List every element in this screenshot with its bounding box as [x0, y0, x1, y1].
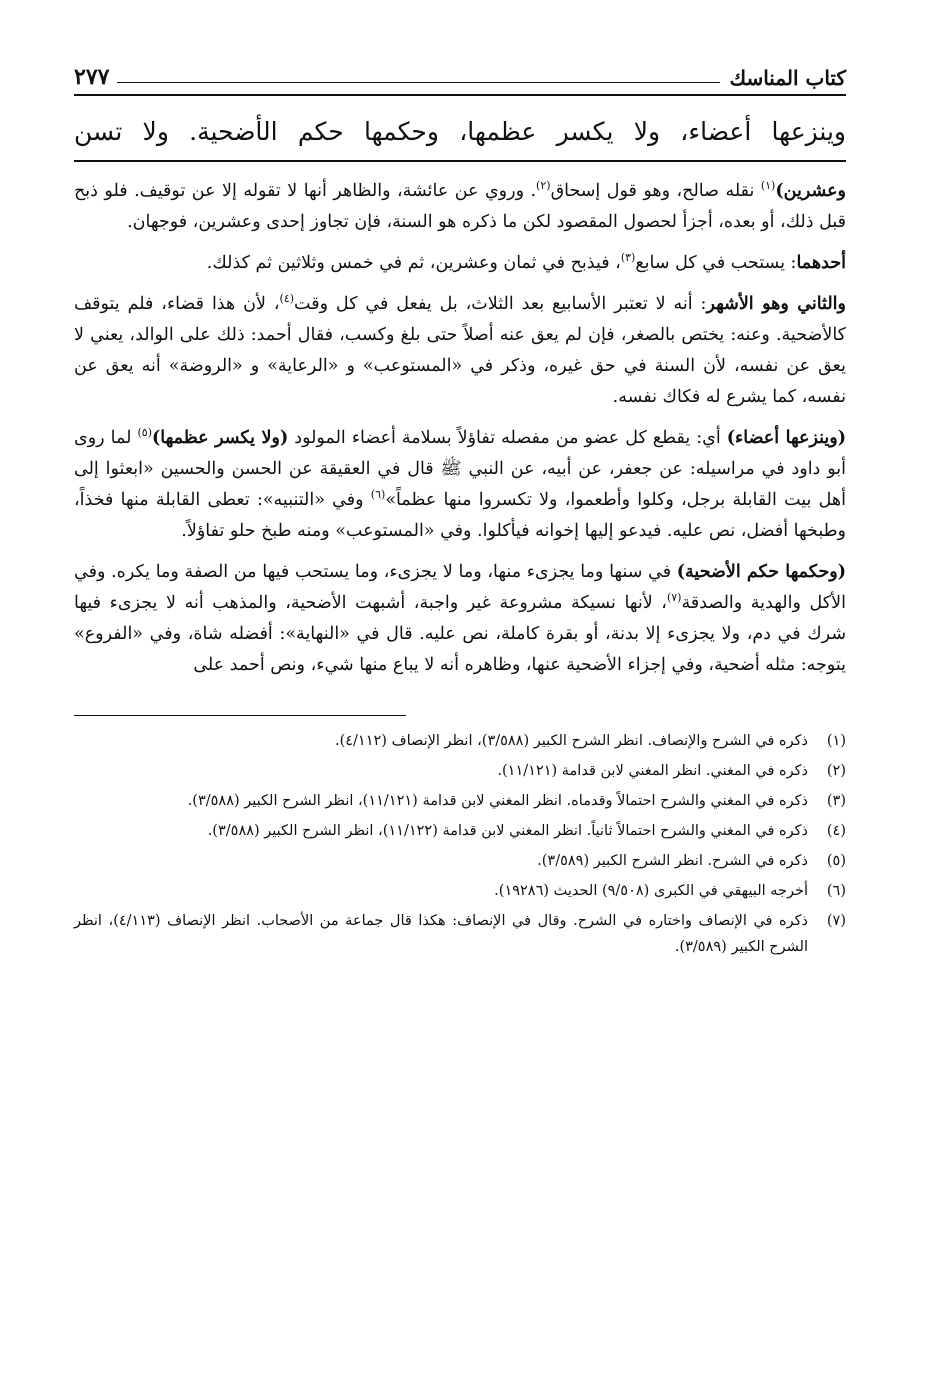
paragraph-text: أي: يقطع كل عضو من مفصله تفاؤلاً بسلامة أعضاء المولود — [288, 428, 727, 448]
paragraph-text: ، لأنها نسيكة مشروعة غير واجبة، أشبهت الأضحية، والمذهب أنه لا يجزىء فيها شرك في دم، ولا يجزىء إلا بدنة، أو بقرة كاملة، نص عليه. قال في «النهاية»: أفضله شاة، وفي «الفروع» يتوجه: مثله أضحية، وفي إجزاء الأضحية عنها، وظاهره أنه لا يباع منها شيء، ونص أحمد على — [74, 593, 846, 675]
paragraph-text: : يستحب في كل سابع — [635, 253, 797, 273]
footnote-text: ذكره في الإنصاف واختاره في الشرح. وقال في الإنصاف: هكذا قال جماعة من الأصحاب. انظر الإنصاف (٤/١١٣)، انظر الشرح الكبير (٣/٥٨٩). — [74, 913, 809, 955]
paragraph — [74, 289, 846, 413]
footnote-text: أخرجه البيهقي في الكبرى (٩/٥٠٨) الحديث (١٩٢٨٦). — [494, 883, 808, 899]
footnote-text: ذكره في الشرح. انظر الشرح الكبير (٣/٥٨٩). — [537, 853, 808, 869]
matn-rule — [74, 160, 846, 162]
footnote-number: (٥) — [826, 853, 846, 869]
bold-lead: أحدهما — [796, 253, 846, 273]
footnote — [74, 758, 846, 784]
paragraph-text: لما روى أبو داود في مراسيله: عن جعفر، عن أبيه، عن النبي ﷺ قال في العقيقة عن الحسن والحسين «ابعثوا إلى أهل بيت القابلة برجل، وكلوا وأطعموا، ولا تكسروا منها عظماً» — [74, 428, 846, 510]
footnote-rule-wrap — [74, 691, 846, 728]
footnote-text: ذكره في الشرح والإنصاف. انظر الشرح الكبير (٣/٥٨٨)، انظر الإنصاف (٤/١١٢). — [334, 733, 808, 749]
footnote-number: (٧) — [826, 913, 846, 929]
paragraph — [74, 557, 846, 681]
paragraph-text: ، فيذبح في ثمان وعشرين، ثم في خمس وثلاثين ثم كذلك. — [206, 253, 621, 273]
footnotes — [74, 728, 846, 960]
footnote-number: (٦) — [826, 883, 846, 899]
footnote-number: (٤) — [826, 823, 846, 839]
footnote-text: ذكره في المغني والشرح احتمالاً وقدماه. انظر المغني لابن قدامة (١١/١٢١)، انظر الشرح الكبير (٣/٥٨٨). — [187, 793, 808, 809]
footnote-ref[interactable]: (٣) — [620, 251, 636, 265]
footnote — [74, 728, 846, 754]
footnote-number: (١) — [826, 733, 846, 749]
paragraph-text: وفي «التنبيه»: تعطى القابلة منها فخذاً، وطبخها أفضل، نص عليه. فيدعو إليها إخوانه فيأكلوا. وفي «المستوعب» ومنه طبخ حلو تفاؤلاً. — [74, 490, 846, 541]
paragraph-text: : أنه لا تعتبر الأسابيع بعد الثلاث، بل يفعل في كل وقت — [294, 294, 707, 314]
bold-lead: (وحكمها حكم الأضحية) — [676, 562, 846, 582]
header-line — [117, 82, 719, 83]
paragraph — [74, 176, 846, 238]
footnote-text: ذكره في المغني. انظر المغني لابن قدامة (١١/١٢١). — [497, 763, 808, 779]
bold-lead: (ولا يكسر عظمها) — [151, 428, 289, 448]
footnote — [74, 788, 846, 814]
paragraph-text: نقله صالح، وهو قول إسحاق — [550, 181, 761, 201]
bold-lead: (وينزعها أعضاء) — [726, 428, 847, 448]
book-title: كتاب المناسك — [729, 66, 846, 90]
paragraph — [74, 423, 846, 547]
matn-text: وينزعها أعضاء، ولا يكسر عظمها، وحكمها حكم الأضحية. ولا تسن — [74, 117, 846, 146]
page-header — [74, 50, 846, 90]
paragraph-text: ، لأن هذا قضاء، فلم يتوقف كالأضحية. وعنه: يختص بالصغر، فإن لم يعق عنه أصلاً حتى بلغ وكسب، فقال أحمد: ذلك على الوالد، يعني لا يعق عن نفسه، لأن السنة في حق غيره، وذكر في «المستوعب» و «الرعاية» و «الروضة» أنه يعق عن نفسه، كما يشرع له فكاك نفسه. — [74, 294, 846, 407]
footnote-number: (٢) — [826, 763, 846, 779]
footnote-ref[interactable]: (٦) — [370, 488, 386, 502]
paragraph-text: في سنها وما يجزىء منها، وما لا يجزىء، وما يستحب فيها من الصفة وما يكره. وفي الأكل والهدية والصدقة — [74, 562, 846, 613]
footnote-ref[interactable]: (٤) — [279, 292, 295, 306]
footnote — [74, 818, 846, 844]
commentary — [74, 176, 846, 681]
paragraph-text: . وروي عن عائشة، والظاهر أنها لا تقوله إلا عن توقيف. فلو ذبح قبل ذلك، أو بعده، أجزأ لحصول المقصود لكن ما ذكره هو السنة، فإن تجاوز إحدى وعشرين، فوجهان. — [74, 181, 846, 232]
footnote-ref[interactable]: (٢) — [536, 179, 551, 193]
footnote-rule — [74, 715, 406, 716]
bold-lead: والثاني وهو الأشهر — [706, 294, 846, 314]
bold-lead: وعشرين) — [775, 181, 846, 201]
footnote — [74, 908, 846, 960]
paragraph — [74, 248, 846, 279]
book-page — [74, 50, 846, 1370]
footnote-number: (٣) — [826, 793, 846, 809]
footnote-ref[interactable]: (٥) — [137, 426, 152, 440]
footnote — [74, 848, 846, 874]
footnote-ref[interactable]: (٧) — [666, 591, 682, 605]
footnote-ref[interactable]: (١) — [760, 179, 776, 193]
footnote-text: ذكره في المغني والشرح احتمالاً ثانياً. انظر المغني لابن قدامة (١١/١٢٢)، انظر الشرح الكبير (٣/٥٨٨). — [207, 823, 808, 839]
footnote — [74, 878, 846, 904]
page-number: ٢٧٧ — [74, 64, 110, 90]
